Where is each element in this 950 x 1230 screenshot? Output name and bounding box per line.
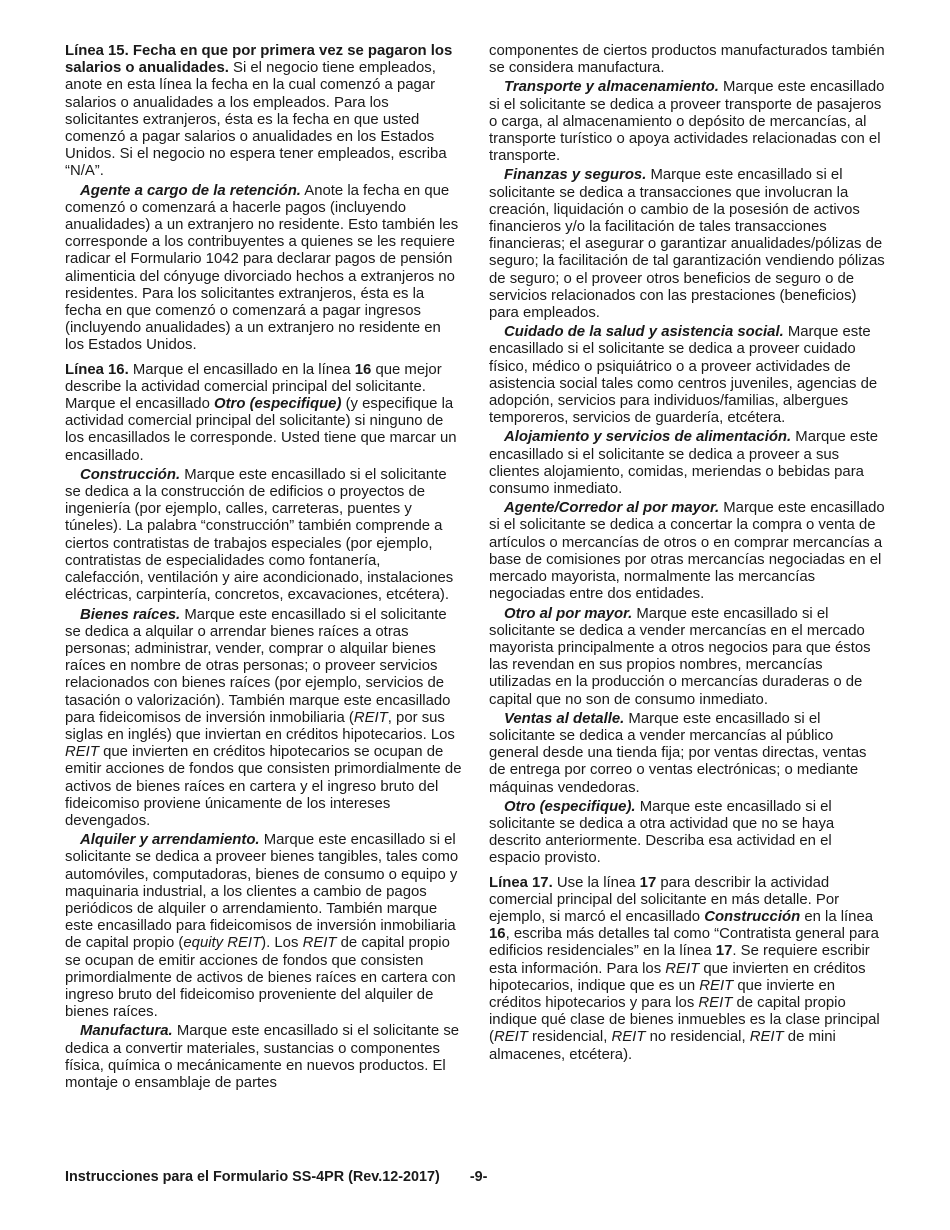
retail-paragraph (489, 711, 887, 797)
line-16-text: que mejor describe la actividad comercial principal del solicitante. Marque el encasillado (65, 361, 442, 413)
real-estate-paragraph (65, 607, 463, 831)
line-17-paragraph (489, 875, 887, 1064)
line-17-number: 17 (715, 943, 733, 960)
other-specify-term: Otro (especifique) (214, 396, 342, 413)
line-17-text: para describir la actividad comercial principal del solicitante en más detalle. Por ejemplo, si marcó el encasillado (489, 874, 840, 925)
line-17-text: , escriba más detalles tal como “Contratista general para edificios residenciales” en la línea (489, 926, 879, 960)
wholesale-agent-text: Marque este encasillado si el solicitante se dedica a concertar la compra o venta de artículos o mercancías de otros o en comprar mercancías a base de comisiones por otras mercancías negociadas en el mercado mayorista, normalmente las mercancías negociadas entre dos entidades. (489, 500, 885, 603)
other-wholesale-heading: Otro al por mayor. (504, 605, 633, 622)
line-16-number: 16 (354, 361, 372, 378)
line-16-text: Marque el encasillado en la línea (132, 361, 351, 378)
line-17-number: 17 (639, 874, 657, 891)
real-estate-text: Marque este encasillado si el solicitante se dedica a alquilar o arrendar bienes raíces a otras personas; administrar, vender, comprar o alquilar bienes raíces en nombre de otras personas; o proveer servicios relacionados con bienes raíces (por ejemplo, servicios de tasación o valorización). También marque este encasillado para fideicomisos de inversión inmobiliaria ( (65, 606, 451, 726)
rental-leasing-paragraph (65, 832, 463, 1021)
manufacturing-paragraph (65, 1023, 463, 1092)
line-17-text: de capital propio indique qué clase de bienes inmuebles es la clase principal ( (489, 994, 880, 1046)
other-specify-paragraph (489, 799, 887, 868)
other-specify-heading: Otro (especifique). (504, 798, 636, 815)
reit-term: REIT (353, 709, 388, 726)
transport-paragraph (489, 79, 887, 165)
manufacturing-continued (489, 43, 887, 77)
construction-heading: Construcción. (80, 466, 181, 483)
finance-heading: Finanzas y seguros. (504, 167, 647, 184)
construction-term: Construcción (704, 908, 801, 925)
line-17-text: Use la línea (556, 874, 636, 891)
reit-term: REIT (302, 935, 337, 952)
rental-leasing-text: ). Los (261, 935, 299, 952)
reit-term: REIT (65, 744, 99, 761)
reit-term: REIT (611, 1029, 646, 1046)
accommodation-heading: Alojamiento y servicios de alimentación. (504, 429, 792, 446)
line-17-text: que invierte en créditos hipotecarios y para los (489, 977, 836, 1011)
other-specify-text: Marque este encasillado si el solicitante se dedica a otra actividad que no se haya descrito anteriormente. Describa esa actividad en el espacio provisto. (489, 798, 835, 867)
transport-text: Marque este encasillado si el solicitante se dedica a proveer transporte de pasajeros o carga, al almacenamiento o depósito de mercancías, al transporte turístico o apoya actividades relacionadas con el transporte. (489, 79, 885, 165)
rental-leasing-text: Marque este encasillado si el solicitante se dedica a proveer bienes tangibles, tales como automóviles, computadoras, bienes de consumo o equipo y maquinaria industrial, a los clientes a cambio de pagos periódicos de alquiler o arrendamiento. También marque este encasillado para fideicomisos de inversión inmobiliaria de capital propio ( (65, 832, 459, 952)
other-wholesale-text: Marque este encasillado si el solicitante se dedica a vender mercancías en el mercado mayorista principalmente a otros negocios para que éstos las revendan en sus propios nombres, mercancías utilizadas en la producción o mercancías duraderas o de capital que no son de consumo inmediato. (489, 605, 871, 708)
withholding-agent-text: Anote la fecha en que comenzó o comenzará a hacerle pagos (incluyendo anualidades) a un extranjero no residente. Esto también les corresponde a los contribuyentes a quienes se les requiere radicar el Formulario 1042 para declarar pagos de pensión alimenticia del cónyuge divorciado hechos a extranjeros no residentes. Para los solicitantes extranjeros, ésta es la fecha en que comenzó o comenzará a pagar ingresos (incluyendo anualidades) a un extranjero no residente en los Estados Unidos. (65, 182, 459, 354)
real-estate-heading: Bienes raíces. (80, 606, 181, 623)
accommodation-text: Marque este encasillado si el solicitante se dedica a proveer a sus clientes alojamiento, comidas, meriendas o bebidas para consumo inmediato. (489, 429, 879, 498)
line-16-number: 16 (489, 926, 506, 943)
line-17-text: en la línea (804, 908, 874, 925)
rental-leasing-text: de capital propio se ocupan de emitir acciones de fondos que consisten primordialmente de activos de bienes raíces en cartera con ingreso bruto del fideicomiso proveniente del alquiler de bienes raíces. (65, 935, 456, 1021)
retail-text: Marque este encasillado si el solicitante se dedica a vender mercancías al público general desde una tienda fija; por ventas directas, ventas de entrega por correo o ventas electrónicas; o mediante máquinas vendedoras. (489, 710, 867, 796)
accommodation-paragraph (489, 429, 887, 498)
line-17-text: . Se requiere escribir esta información. Para los (489, 943, 870, 977)
wholesale-agent-heading: Agente/Corredor al por mayor. (504, 500, 720, 517)
page-footer (65, 1169, 487, 1185)
equity-reit-term: equity REIT (183, 935, 262, 952)
retail-heading: Ventas al detalle. (504, 710, 625, 727)
line-15-text: Si el negocio tiene empleados, anote en esta línea la fecha en la cual comenzó a pagar salarios o anualidades a los empleados. Para los solicitantes extranjeros, ésta es la fecha en que usted comenzó a pagar salarios o anualidades en los Estados Unidos. Si el negocio no espera tener empleados, escriba “N/A”. (65, 60, 447, 180)
withholding-agent-heading: Agente a cargo de la retención. (80, 182, 301, 199)
real-estate-text: que invierten en créditos hipotecarios se ocupan de emitir acciones de fondos que consisten primordialmente de activos de bienes raíces en cartera y el ingreso bruto del fideicomiso proviene únicamente de los intereses devengados. (65, 744, 462, 829)
line-16-heading: Línea 16. (65, 361, 129, 378)
line-15-heading: Línea 15. Fecha en que por primera vez se pagaron los salarios o anualidades. (65, 43, 453, 77)
line-16-text: (y especifique la actividad comercial principal del solicitante) si ninguno de los encasillados le corresponde. Usted tiene que marcar un encasillado. (65, 396, 457, 464)
health-text: Marque este encasillado si el solicitante se dedica a proveer cuidado físico, médico o psiquiátrico o a proveer actividades de asistencia social tales como centros juveniles, agencias de adopción, servicios para individuos/familias, albergues temporeros, servicios de guardería, etcétera. (489, 324, 878, 427)
reit-term: REIT (493, 1029, 528, 1046)
transport-heading: Transporte y almacenamiento. (504, 79, 719, 96)
manufacturing-heading: Manufactura. (80, 1023, 173, 1040)
health-heading: Cuidado de la salud y asistencia social. (504, 324, 784, 341)
finance-paragraph (489, 167, 887, 322)
line-17-heading: Línea 17. (489, 874, 553, 891)
withholding-agent-paragraph (65, 183, 463, 355)
line-17-text: que invierten en créditos hipotecarios, indique que es un (489, 960, 866, 994)
line-16-paragraph (65, 362, 463, 465)
health-paragraph (489, 324, 887, 427)
left-column (65, 43, 463, 1094)
line-17-text: de mini almacenes, etcétera). (489, 1029, 836, 1063)
manufacturing-text: componentes de ciertos productos manufacturados también se considera manufactura. (489, 43, 885, 77)
wholesale-agent-paragraph (489, 500, 887, 603)
right-column (489, 43, 887, 1066)
construction-paragraph (65, 467, 463, 605)
reit-term: REIT (698, 994, 733, 1011)
reit-term: REIT (749, 1029, 784, 1046)
line-15-paragraph (65, 43, 463, 181)
reit-term: REIT (665, 960, 700, 977)
rental-leasing-heading: Alquiler y arrendamiento. (80, 832, 260, 849)
footer-title: Instrucciones para el Formulario SS-4PR (Rev.12-2017) (65, 1169, 440, 1185)
real-estate-text: , por sus siglas en inglés) que inviertan en créditos hipotecarios. Los (65, 709, 455, 743)
line-17-text: residencial, (532, 1029, 608, 1046)
reit-term: REIT (699, 977, 734, 994)
finance-text: Marque este encasillado si el solicitante se dedica a transacciones que involucran la creación, liquidación o cambio de la posesión de activos financieros y/o la facilitación de tales transacciones financieras; el asegurar o garantizar anualidades/pólizas de seguro; la facilitación de tal garantización vendiendo pólizas de seguro; o el proveer otros beneficios de seguro o de servicios relacionados con las prestaciones (beneficios) para empleados. (489, 167, 885, 322)
page-number: -9- (469, 1169, 488, 1185)
construction-text: Marque este encasillado si el solicitante se dedica a la construcción de edificios o proyectos de ingeniería (por ejemplo, calles, carreteras, puentes y túneles). La palabra “construcción” también comprende a ciertos contratistas de trabajos especiales (por ejemplo, contratistas de especialidades como fontanería, calefacción, ventilación y aire acondicionado, instalaciones eléctricas, carpintería, concretos, excavaciones, etcétera). (65, 466, 454, 604)
line-17-text: no residencial, (649, 1029, 746, 1046)
manufacturing-text: Marque este encasillado si el solicitante se dedica a convertir materiales, sustancias o componentes física, química o mecánicamente en nuevos productos. El montaje o ensamblaje de partes (65, 1023, 460, 1091)
other-wholesale-paragraph (489, 606, 887, 709)
